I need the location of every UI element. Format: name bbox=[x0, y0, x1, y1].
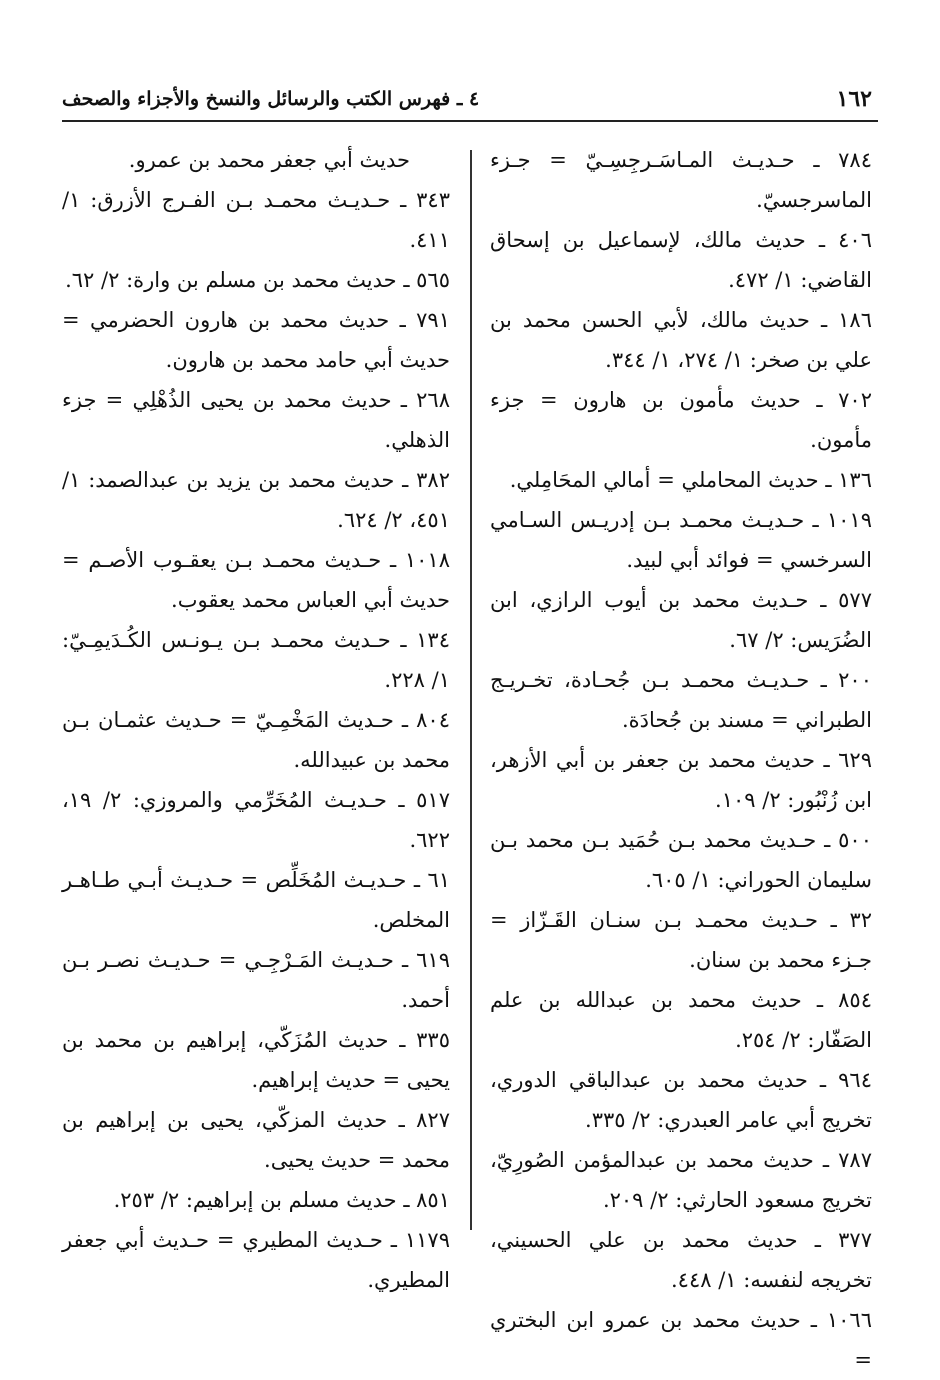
right-column bbox=[490, 140, 872, 1380]
index-entry: ٦١٩ ـ حـديـث المَـرْجِـي = حـديـث نصـر بـن أحمد. bbox=[62, 948, 450, 1012]
index-entry: ١٠١٨ ـ حـديث محمـد بـن يعقـوب الأصـم = حديث أبي العباس محمد يعقوب. bbox=[62, 548, 450, 612]
index-entry: ٣٤٣ ـ حـديـث محمـد بـن الفـرج الأزرق: ١/ ٤١١. bbox=[62, 188, 450, 252]
page-number: ١٦٢ bbox=[836, 86, 872, 112]
index-entry: ٣٣٥ ـ حديث المُزَكّي، إبراهيم بن محمد بن يحيى = حديث إبراهيم. bbox=[62, 1028, 450, 1092]
index-entry: ٧٨٤ ـ حـديـث المـاسَـرجِسِـيّ = جـزء الماسرجسيّ. bbox=[490, 148, 872, 212]
continued-entry: حديث أبي جعفر محمد بن عمرو. bbox=[128, 148, 410, 172]
index-entry: ٨٢٧ ـ حديث المزكّي، يحيى بن إبراهيم بن محمد = حديث يحيى. bbox=[62, 1108, 450, 1172]
index-entry: ٣٨٢ ـ حديث محمد بن يزيد بن عبدالصمد: ١/ ٤٥١، ٢/ ٦٢٤. bbox=[62, 468, 450, 532]
left-column bbox=[62, 140, 450, 1300]
index-entry: ٣٢ ـ حـديث محمـد بـن سنـان القَـزّاز = جـزء محمد بن سنان. bbox=[490, 908, 872, 972]
index-entry: ٨٠٤ ـ حـديث المَخْمِـيّ = حـديث عثمـان بـن محمد بن عبيدالله. bbox=[62, 708, 450, 772]
index-entry: ٦١ ـ حـديـث المُخَلِّص = حـديـث أبـي طـاهـر المخلص. bbox=[62, 868, 450, 932]
index-entry: ٧٩١ ـ حديث محمد بن هارون الحضرمي = حديث أبي حامد محمد بن هارون. bbox=[62, 308, 450, 372]
index-entry: ١٠٦٦ ـ حديث محمد بن عمرو ابن البختري = bbox=[490, 1308, 872, 1372]
column-divider bbox=[470, 150, 472, 1230]
index-entry: ١٨٦ ـ حديث مالك، لأبي الحسن محمد بن علي بن صخر: ١/ ٢٧٤، ١/ ٣٤٤. bbox=[490, 308, 872, 372]
index-entry: ١١٧٩ ـ حـديث المطيري = حـديث أبي جعفر المطيري. bbox=[62, 1228, 450, 1292]
index-entry: ١٠١٩ ـ حـديـث محمـد بـن إدريـس السـامي السرخسي = فوائد أبي لبيد. bbox=[490, 508, 872, 572]
index-entry: ٤٠٦ ـ حديث مالك، لإسماعيل بن إسحاق القاضي: ١/ ٤٧٢. bbox=[490, 228, 872, 292]
index-entry: ٢٦٨ ـ حديث محمد بن يحيى الذُهْلِي = جزء الذهلي. bbox=[62, 388, 450, 452]
index-entry: ٦٢٩ ـ حديث محمد بن جعفر بن أبي الأزهر، ابن زُنْبُور: ٢/ ١٠٩. bbox=[490, 748, 872, 812]
index-entry: ٨٥٤ ـ حديث محمد بن عبدالله بن علم الصَفّار: ٢/ ٢٥٤. bbox=[490, 988, 872, 1052]
index-entry: ٥١٧ ـ حـديـث المُخَرِّمي والمروزي: ٢/ ١٩، ٦٢٢. bbox=[62, 788, 450, 852]
index-entry: ٧٨٧ ـ حديث محمد بن عبدالمؤمن الصُورِيّ، تخريج مسعود الحارثي: ٢/ ٢٠٩. bbox=[490, 1148, 872, 1212]
index-entry: ٣٧٧ ـ حديث محمد بن علي الحسيني، تخريجه لنفسه: ١/ ٤٤٨. bbox=[490, 1228, 872, 1292]
index-entry: ١٣٤ ـ حـديث محمـد بـن يـونـس الكُـدَيمِـيّ: ١/ ٢٢٨. bbox=[62, 628, 450, 692]
section-title: ٤ ـ فهرس الكتب والرسائل والنسخ والأجزاء والصحف bbox=[62, 88, 480, 110]
index-entry: ٧٠٢ ـ حديث مأمون بن هارون = جزء مأمون. bbox=[490, 388, 872, 452]
page-header bbox=[62, 84, 872, 114]
index-entry: ١٣٦ ـ حديث المحاملي = أمالي المحَامِلي. bbox=[509, 468, 872, 492]
index-entry: ٥٠٠ ـ حـديث محمد بـن حُمَيد بـن محمد بـن سليمان الحوراني: ١/ ٦٠٥. bbox=[490, 828, 872, 892]
index-entry: ٨٥١ ـ حديث مسلم بن إبراهيم: ٢/ ٢٥٣. bbox=[113, 1188, 450, 1212]
index-entry: ٩٦٤ ـ حديث محمد بن عبدالباقي الدوري، تخريج أبي عامر العبدري: ٢/ ٣٣٥. bbox=[490, 1068, 872, 1132]
index-entry: ٥٦٥ ـ حديث محمد بن مسلم بن وارة: ٢/ ٦٢. bbox=[65, 268, 450, 292]
index-entry: ٥٧٧ ـ حـديث محمد بن أيوب الرازي، ابن الضُرَيس: ٢/ ٦٧. bbox=[490, 588, 872, 652]
header-rule bbox=[62, 120, 878, 122]
index-entry: ٢٠٠ ـ حـديـث محمـد بـن جُحـادة، تخـريـج الطبراني = مسند بن جُحادَة. bbox=[490, 668, 872, 732]
